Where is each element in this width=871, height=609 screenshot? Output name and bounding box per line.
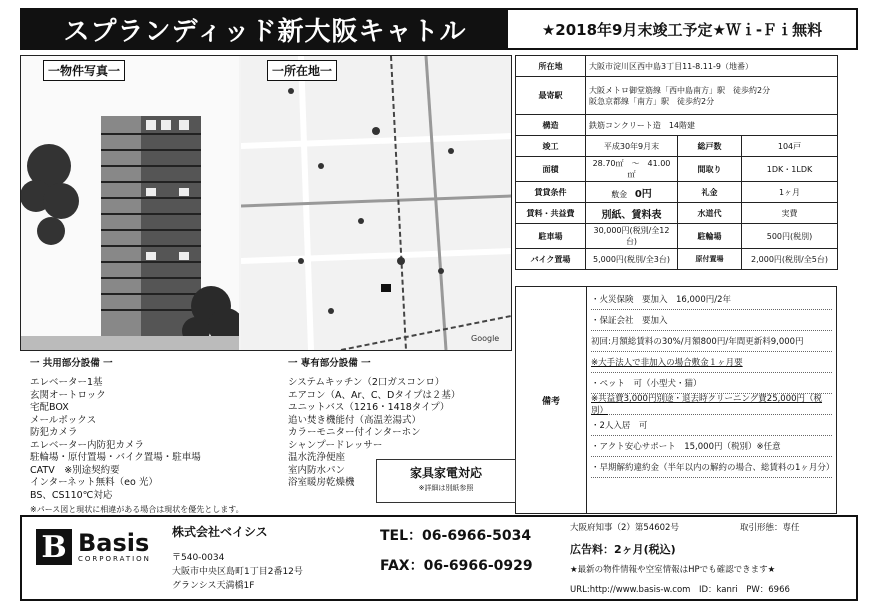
water-label: 水道代 (678, 203, 742, 224)
bicycle-label: 駐輪場 (678, 224, 742, 249)
location-value: 大阪市淀川区西中島3丁目11-8.11-9（地番） (586, 56, 838, 77)
tel-number[interactable]: TEL：06-6966-5034 (380, 528, 532, 544)
deposit-cell (586, 182, 678, 203)
property-marker (381, 284, 391, 292)
photo-label: 一物件写真一 (43, 60, 125, 81)
water-value: 実費 (742, 203, 838, 224)
list-item: ユニットバス（1216・1418タイプ） (288, 402, 450, 413)
note-item: ※大手法人で非加入の場合敷金１ヶ月要 (591, 352, 832, 373)
key-money-label: 礼金 (678, 182, 742, 203)
notes-label: 備考 (516, 287, 587, 513)
bike-large-label: 原付置場 (678, 249, 742, 270)
layout-value: 1DK・1LDK (742, 157, 838, 182)
transaction-type: 取引形態：専任 (740, 523, 800, 533)
property-title: スプランディッド新大阪キャトル (22, 10, 508, 48)
map-illustration (241, 56, 511, 350)
structure-label: 構造 (516, 115, 586, 136)
parking-label: 駐車場 (516, 224, 586, 249)
list-item: 防犯カメラ (30, 427, 78, 438)
station-value (586, 77, 838, 115)
svg-text:Google: Google (471, 334, 500, 343)
furniture-sub: ※詳細は別紙参照 (418, 484, 474, 492)
list-item: シャンプードレッサー (288, 439, 383, 451)
logo-word: Basis (78, 529, 150, 557)
common-heading: 一 共用部分設備 一 (30, 358, 113, 369)
layout-label: 間取り (678, 157, 742, 182)
fees-value: 別紙、賃料表 (586, 203, 678, 224)
list-item: 駐輪場・原付置場・バイク置場・駐車場 (30, 452, 201, 463)
list-item: CATV ※別途契約要 (30, 464, 120, 476)
license-number: 大阪府知事（2）第54602号 (570, 523, 679, 533)
address-line-1: 大阪市中央区島町1丁目2番12号 (172, 567, 303, 577)
deposit-value: 0円 (634, 188, 652, 200)
company-address (172, 551, 303, 593)
bike-small-value: 5,000円(税別/全3台) (586, 249, 678, 270)
note-item: ・火災保険 要加入 16,000円/2年 (591, 289, 832, 310)
location-label: 所在地 (516, 56, 586, 77)
fax-number: FAX：06-6966-0929 (380, 558, 533, 574)
rent-terms-label: 賃貸条件 (516, 182, 586, 203)
building-illustration (21, 56, 239, 350)
latest-info-note: ★最新の物件情報や空室情報はHPでも確認できます★ (570, 565, 776, 575)
list-item: 追い焚き機能付（高温差湯式） (288, 414, 422, 426)
list-item: 宅配BOX (30, 402, 69, 413)
bike-label: バイク置場 (516, 249, 586, 270)
postal-code: 〒540-0034 (172, 553, 225, 563)
building-photo (21, 56, 239, 350)
completion-banner: ★2018年9月末竣工予定★Ｗｉ-Ｆｉ無料 (541, 20, 823, 39)
list-item: 室内防水パン (288, 464, 346, 476)
list-item: インターネット無料（eo 光） (30, 477, 158, 488)
list-item: カラーモニター付インターホン (288, 427, 421, 438)
note-item: 初回:月額総賃料の30%/月額800円/年間更新料9,000円 (591, 331, 832, 352)
visual-panel (20, 55, 512, 351)
completion-label: 竣工 (516, 136, 586, 157)
note-item: ・アクト安心サポート 15,000円（税別）※任意 (591, 436, 832, 457)
logo-corp: CORPORATION (78, 555, 151, 563)
list-item: システムキッチン（2口ガスコンロ） (288, 377, 445, 388)
note-item: ・保証会社 要加入 (591, 310, 832, 331)
company-name: 株式会社ベイシス (172, 525, 268, 539)
note-item: ・早期解約違約金（半年以内の解約の場合、総賃料の1ヶ月分） (591, 457, 832, 478)
note-item: ※共益費3,000円別途・退去時クリーニング費25,000円（税別） (591, 394, 832, 415)
disclaimer: ※パース図と現状に相違がある場合は現状を優先とします。 (30, 505, 244, 514)
list-item: 温水洗浄便座 (288, 452, 346, 463)
ad-fee: 広告料：2ヶ月(税込) (570, 543, 676, 556)
station-line-1: 大阪メトロ御堂筋線「西中島南方」駅 徒歩約2分 (589, 85, 771, 95)
property-info-table (515, 55, 838, 270)
flyer-header (20, 8, 858, 50)
logo-mark: B (36, 529, 72, 565)
list-item: エレベーター1基 (30, 377, 103, 388)
map-label: 一所在地一 (267, 60, 337, 81)
furniture-title: 家具家電対応 (409, 466, 482, 480)
area-value: 28.70㎡ ～ 41.00㎡ (586, 157, 678, 182)
private-heading: 一 専有部分設備 一 (288, 358, 371, 369)
location-map[interactable] (241, 56, 511, 350)
deposit-label: 敷金 (611, 189, 628, 199)
list-item: 浴室暖房乾燥機 (288, 477, 355, 488)
address-line-2: グランシス天満橋1F (172, 581, 255, 591)
bike-large-value: 2,000円(税別/全5台) (742, 249, 838, 270)
furniture-badge (376, 459, 516, 503)
common-facilities (30, 355, 270, 502)
key-money-value: 1ヶ月 (742, 182, 838, 203)
station-line-2: 阪急京都線「南方」駅 徒歩約2分 (589, 96, 715, 106)
note-item: ・ペット 可（小型犬・猫） (591, 373, 832, 394)
list-item: エレベーター内防犯カメラ (30, 439, 145, 451)
total-units-value: 104戸 (742, 136, 838, 157)
website-url[interactable]: URL:http://www.basis-w.com ID：kanri PW：6966 (570, 585, 790, 595)
total-units-label: 総戸数 (678, 136, 742, 157)
list-item: エアコン（A、Ar、C、Dタイプは２基） (288, 389, 461, 401)
parking-value: 30,000円(税別/全12台) (586, 224, 678, 249)
bicycle-value: 500円(税別) (742, 224, 838, 249)
area-label: 面積 (516, 157, 586, 182)
notes-list (587, 287, 836, 513)
list-item: 玄関オートロック (30, 389, 106, 401)
notes-block (515, 286, 837, 514)
station-label: 最寄駅 (516, 77, 586, 115)
note-item: ・2人入居 可 (591, 415, 832, 436)
fees-label: 賃料・共益費 (516, 203, 586, 224)
structure-value: 鉄筋コンクリート造 14階建 (586, 115, 838, 136)
company-footer (20, 515, 858, 601)
list-item: メールボックス (30, 414, 97, 426)
list-item: BS、CS110℃対応 (30, 489, 113, 501)
completion-value: 平成30年9月末 (586, 136, 678, 157)
